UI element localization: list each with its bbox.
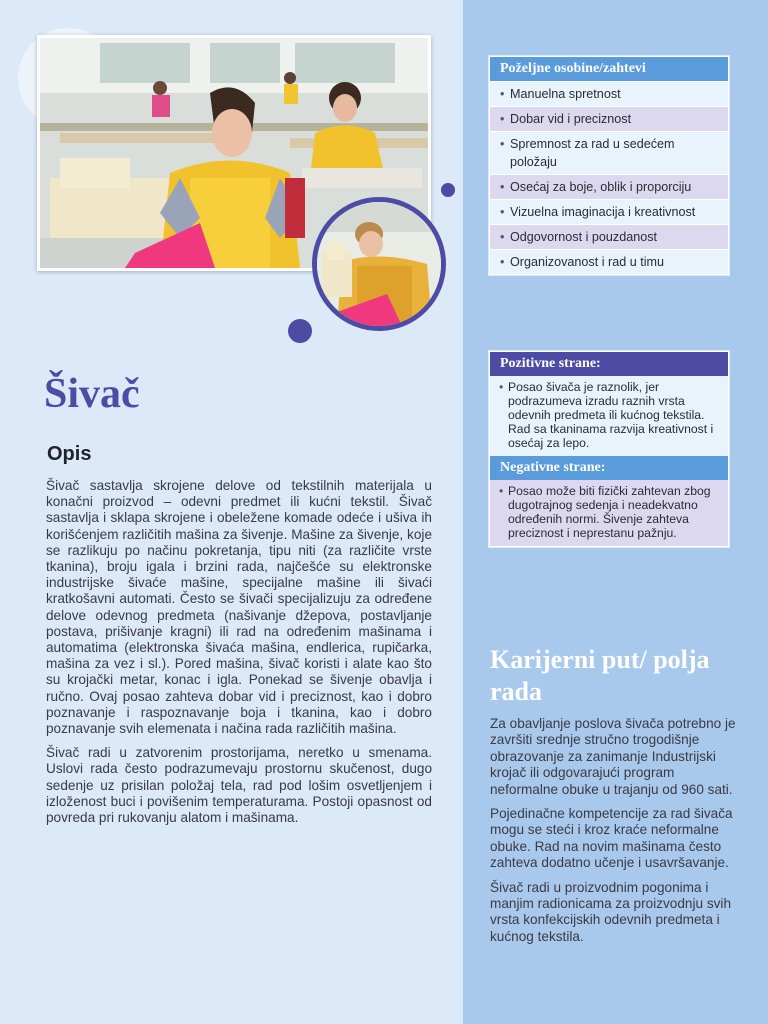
list-item: • Spremnost za rad u sedećem položaju	[490, 131, 728, 174]
positive-text: • Posao šivača je raznolik, jer podrazumeva izradu raznih vrsta odevnih predmeta ili kućnog tekstila. Rad sa tkaninama razvija kreativnost i osećaj za lepo.	[490, 376, 728, 456]
requirements-list	[490, 81, 728, 274]
career-text	[490, 716, 738, 953]
career-heading: Karijerni put/ polja rada	[490, 645, 710, 706]
career-paragraph: Pojedinačne kompetencije za rad šivača mogu se steći i kroz kraće neformalne obuke. Rad na novim mašinama često zahteva dodatno učenje i usavršavanje.	[490, 806, 733, 871]
opis-heading: Opis	[47, 443, 92, 465]
list-item: • Organizovanost i rad u timu	[490, 249, 728, 274]
decorative-dot	[288, 319, 312, 343]
page-title: Šivač	[44, 371, 140, 417]
list-item: • Manuelna spretnost	[490, 81, 728, 106]
requirements-heading: Poželjne osobine/zahtevi	[490, 57, 728, 81]
list-item: • Odgovornost i pouzdanost	[490, 224, 728, 249]
negative-heading: Negativne strane:	[490, 456, 728, 480]
list-item: • Osećaj za boje, oblik i proporciju	[490, 174, 728, 199]
positive-heading: Pozitivne strane:	[490, 352, 728, 376]
list-item: • Dobar vid i preciznost	[490, 106, 728, 131]
opis-paragraph: Šivač sastavlja skrojene delove od tekstilnih materijala u konačni proizvod – odevni predmet ili kućni tekstil. Šivač sastavlja i sklapa skrojene i obeležene komade odeće i ušiva ih korišćenjem različitih mašina za šivenje. Mašine za šivenje, koje se razlikuju po načinu pokretanja, tipu niti (za različite vrste tkanina), broju igala i brzini rada, najčešće su elektronske industrijske šivaće mašine, specijalne mašine ili šivaći kratkošavni automati. Često se šivači specijalizuju za određene delove odevnog predmeta (našivanje džepova, postavljanje postava, prišivanje kragni) ili rad na određenim mašinama i automatima (elektronska šivaća mašina, endlerica, rupičarka, mašina za vez i sl.). Pored mašina, šivač koristi i alate kao što su krojački metar, konac i igla. Ponekad se šivenje obavlja i ručno. Ovaj posao zahteva dobar vid i preciznost, kao i dobro poznavanje i raspoznavanje boja i tkanina, kao i dobro poznavanje svih elemenata i načina rada različitih mašina.	[46, 478, 432, 737]
opis-paragraph: Šivač radi u zatvorenim prostorijama, neretko u smenama. Uslovi rada često podrazumevaju prostornu skučenost, dugo sedenje uz prisilan položaj tela, rad pod lošim osvetljenjem i izloženost buci i povišenim temperaturama. Postoji opasnost od povreda pri rukovanju alatom i mašinama.	[46, 745, 432, 826]
requirements-box	[489, 56, 729, 275]
photo-seamstress-round	[312, 197, 446, 331]
negative-text: • Posao može biti fizički zahtevan zbog dugotrajnog sedenja i neadekvatno određenih normi. Šivenje zahteva preciznost i neprestanu pažnju.	[490, 480, 728, 546]
career-paragraph: Šivač radi u proizvodnim pogonima i manjim radionicama za proizvodnju svih vrsta konfekcijskih odevnih predmeta i kućnog tekstila.	[490, 879, 732, 944]
opis-text	[46, 478, 432, 834]
career-paragraph: Za obavljanje poslova šivača potrebno je završiti srednje stručno trogodišnje obrazovanje za zanimanje Industrijski krojač ili odgovarajući program neformalne obuke u trajanju od 960 sati.	[490, 716, 736, 797]
list-item: • Vizuelna imaginacija i kreativnost	[490, 199, 728, 224]
pros-cons-box	[489, 351, 729, 547]
decorative-dot	[441, 183, 455, 197]
